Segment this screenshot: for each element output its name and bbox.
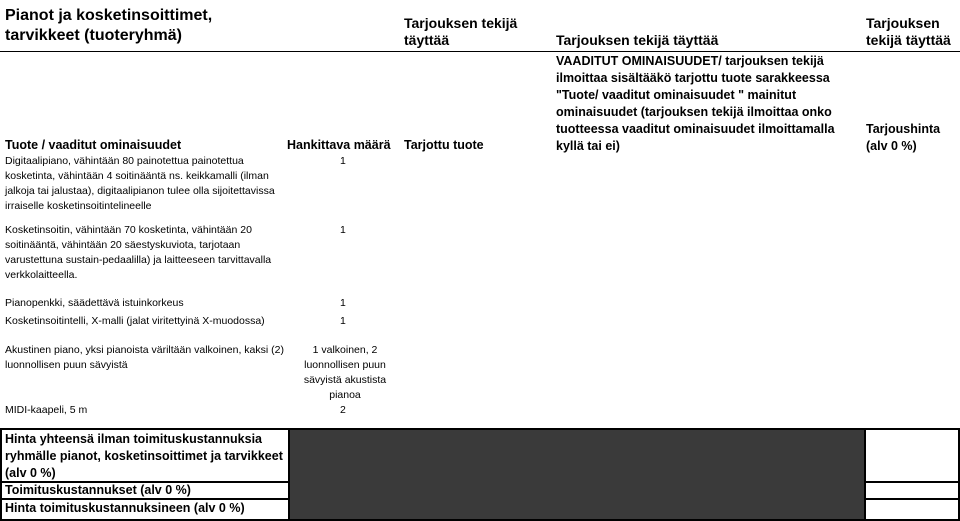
- row-3-quantity: 1: [340, 297, 346, 309]
- col-header-price: Tarjoushinta (alv 0 %): [866, 122, 941, 153]
- row-5-quantity: 1 valkoinen, 2 luonnollisen puun sävyistä akustista pianoa: [303, 344, 387, 401]
- col-header-quantity: Hankittava määrä: [287, 138, 391, 152]
- totals-left-rule: [0, 428, 2, 521]
- row-4-quantity: 1: [340, 315, 346, 327]
- row-6-quantity: 2: [340, 404, 346, 416]
- header-offer-filler-3: Tarjouksen tekijä täyttää: [866, 15, 951, 48]
- row-2-quantity: 1: [340, 224, 346, 236]
- row-1-product: Digitaalipiano, vähintään 80 painotettua painotettua kosketinta, vähintään 4 soitinääntä ns. keikkamalli (ilman jalkoja tai jalustaa), digitaalipianon tulee olla sijoitettavissa irraiselle kosketinsoitintelineelle: [5, 155, 275, 212]
- header-rule: [0, 51, 960, 52]
- header-offer-filler-2: Tarjouksen tekijä täyttää: [556, 32, 719, 48]
- row-2-product: Kosketinsoitin, vähintään 70 kosketinta, vähintään 20 soitinääntä, vähintään 20 säestyskuviota, tarjotaan varustettuna sustain-pedaalilla) ja laitteeseen tarvittavalla verkkolaitteella.: [5, 224, 272, 281]
- page-title: Pianot ja kosketinsoittimet, tarvikkeet (tuoteryhmä): [5, 7, 213, 44]
- header-offer-filler: Tarjouksen tekijä täyttää: [404, 15, 518, 48]
- row-1-quantity: 1: [340, 155, 346, 167]
- totals-price-divider: [864, 430, 866, 519]
- total-without-shipping-label: Hinta yhteensä ilman toimituskustannuksia ryhmälle pianot, kosketinsoittimet ja tarvikkeet (alv 0 %): [5, 432, 283, 480]
- totals-shaded-area: [290, 430, 865, 519]
- col-header-product: Tuote / vaaditut ominaisuudet: [5, 138, 182, 152]
- shipping-label: Toimituskustannukset (alv 0 %): [5, 483, 191, 497]
- row-6-product: MIDI-kaapeli, 5 m: [5, 404, 88, 416]
- totals-price-rule-2: [866, 498, 960, 500]
- totals-price-rule-1: [866, 481, 960, 483]
- col-header-offered: Tarjottu tuote: [404, 138, 484, 152]
- row-3-product: Pianopenkki, säädettävä istuinkorkeus: [5, 297, 184, 309]
- total-with-shipping-label: Hinta toimituskustannuksineen (alv 0 %): [5, 501, 245, 515]
- col-header-requirements: VAADITUT OMINAISUUDET/ tarjouksen tekijä ilmoittaa sisältääkö tarjottu tuote sarakkeessa "Tuote/ vaaditut ominaisuudet " mainitut ominaisuudet (tarjouksen tekijä ilmoittaa onko tuotteessa vaaditut ominaisuudet ilmoittamalla kyllä tai ei): [556, 54, 835, 153]
- row-5-product: Akustinen piano, yksi pianoista väriltään valkoinen, kaksi (2) luonnollisen puun sävyistä: [5, 344, 284, 371]
- row-4-product: Kosketinsoitintelli, X-malli (jalat viritettyinä X-muodossa): [5, 315, 265, 327]
